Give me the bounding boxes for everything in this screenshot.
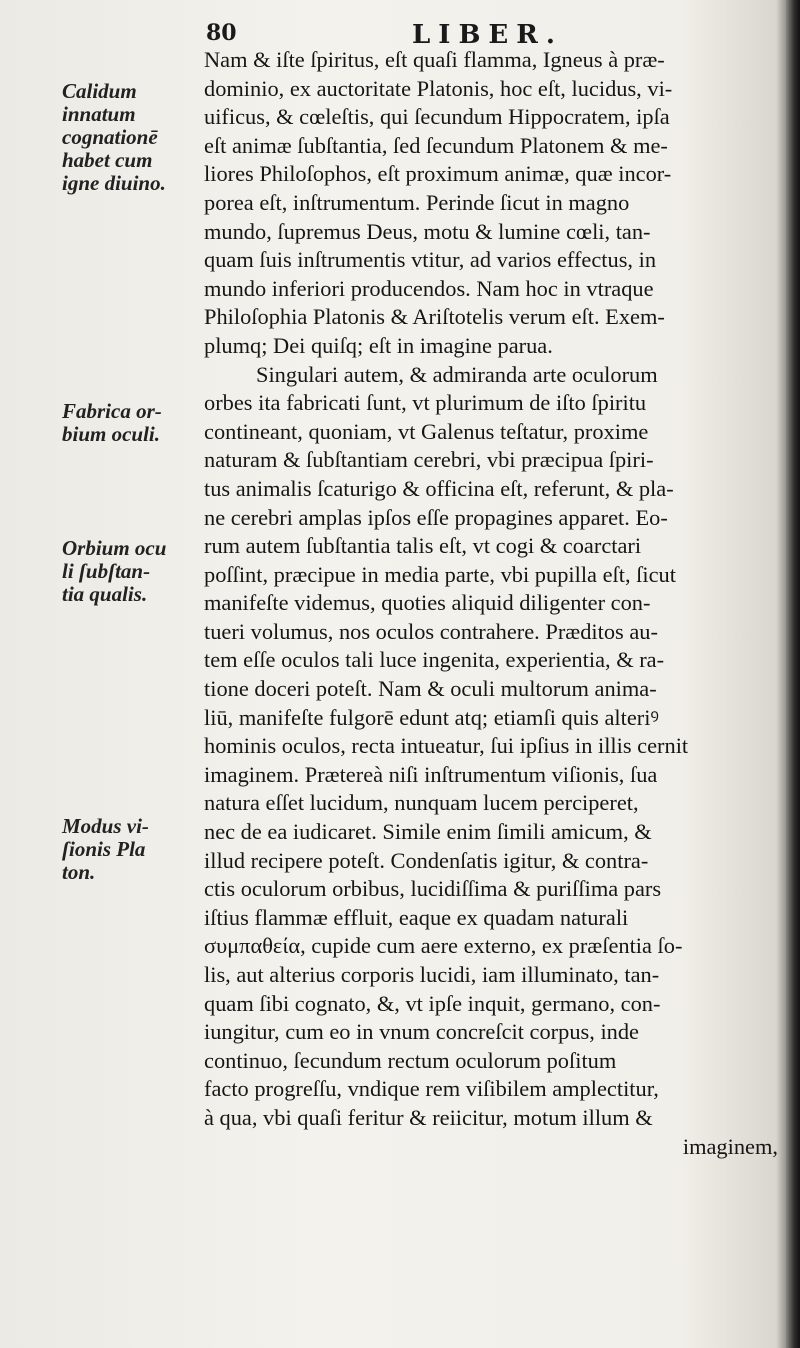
- margin-note-line: li ſubſtan-: [62, 559, 151, 583]
- margin-note-line: innatum: [62, 102, 136, 126]
- margin-note-fabrica: [62, 400, 202, 446]
- margin-note-line: ſionis Pla: [62, 837, 146, 861]
- page-number: 80: [206, 20, 237, 46]
- text-line: Philoſophia Platonis & Ariſtotelis verum eſt. Exem-: [204, 304, 665, 330]
- text-line: poſſint, præcipue in media parte, vbi pupilla eſt, ſicut: [204, 561, 676, 587]
- text-line: manifeſte videmus, quoties aliquid diligenter con-: [204, 590, 651, 616]
- margin-note-orbium: [62, 537, 202, 606]
- margin-note-line: bium oculi.: [62, 422, 161, 446]
- text-line: iſtius flammæ effluit, eaque ex quadam naturali: [204, 904, 629, 930]
- text-line: iungitur, cum eo in vnum concreſcit corpus, inde: [204, 1019, 639, 1045]
- text-line: natura eſſet lucidum, nunquam lucem perciperet,: [204, 790, 639, 816]
- margin-note-line: cognationē: [62, 125, 158, 149]
- text-line: à qua, vbi quaſi feritur & reiicitur, motum illum &: [204, 1104, 653, 1130]
- text-line: quam ſuis inſtrumentis vtitur, ad varios effectus, in: [204, 247, 657, 273]
- text-line: naturam & ſubſtantiam cerebri, vbi præcipua ſpiri-: [204, 447, 654, 473]
- text-line: orbes ita fabricati ſunt, vt plurimum de iſto ſpiritu: [204, 390, 647, 416]
- text-line: quam ſibi cognato, &, vt ipſe inquit, germano, con-: [204, 990, 661, 1016]
- text-line: liū, manifeſte fulgorē edunt atq; etiamſi quis alteriꝰ: [204, 704, 659, 730]
- text-line: eſt animæ ſubſtantia, ſed ſecundum Platonem & me-: [204, 132, 668, 158]
- margin-note-line: igne diuino.: [62, 171, 166, 195]
- text-line: mundo inferiori producendos. Nam hoc in vtraque: [204, 275, 654, 301]
- margin-note-line: Orbium ocu: [62, 536, 167, 560]
- margin-note-line: Calidum: [62, 79, 137, 103]
- text-line: ctis oculorum orbibus, lucidiſſima & puriſſima pars: [204, 876, 662, 902]
- margin-note-line: Modus vi-: [62, 814, 149, 838]
- text-line: ne cerebri amplas ipſos eſſe propagines apparet. Eo-: [204, 504, 668, 530]
- text-line: imaginem. Prætereà niſi inſtrumentum viſionis, ſua: [204, 761, 658, 787]
- text-line: tione doceri poteſt. Nam & oculi multorum anima-: [204, 676, 657, 702]
- margin-note-line: tia qualis.: [62, 582, 148, 606]
- text-line: mundo, ſupremus Deus, motu & lumine cœli, tan-: [204, 218, 651, 244]
- text-line: tueri volumus, nos oculos contrahere. Præditos au-: [204, 618, 658, 644]
- text-line: plumq; Dei quiſq; eſt in imagine parua.: [204, 332, 553, 358]
- margin-note-modus: [62, 815, 202, 884]
- text-line: rum autem ſubſtantia talis eſt, vt cogi & coarctari: [204, 533, 642, 559]
- text-line: facto progreſſu, vndique rem viſibilem amplectitur,: [204, 1076, 659, 1102]
- text-line: συμπαθεία, cupide cum aere externo, ex præſentia ſo-: [204, 933, 683, 959]
- text-line: hominis oculos, recta intueatur, ſui ipſius in illis cernit: [204, 733, 689, 759]
- text-line-catchword: imaginem,: [682, 1133, 778, 1159]
- margin-note-line: habet cum: [62, 148, 153, 172]
- text-line: continuo, ſecundum rectum oculorum poſitum: [204, 1047, 617, 1073]
- text-line: uificus, & cœleſtis, qui ſecundum Hippocratem, ipſa: [204, 104, 670, 130]
- text-line: illud recipere poteſt. Condenſatis igitur, & contra-: [204, 847, 649, 873]
- margin-note-line: Fabrica or-: [62, 399, 162, 423]
- text-line: lis, aut alterius corporis lucidi, iam illuminato, tan-: [204, 962, 660, 987]
- text-line: liores Philoſophos, eſt proximum animæ, quæ incor-: [204, 161, 672, 187]
- margin-note-calidum: [62, 80, 202, 195]
- margin-note-line: ton.: [62, 860, 96, 884]
- text-line: porea eſt, inſtrumentum. Perinde ſicut in magno: [204, 189, 630, 215]
- page-gutter-edge: [786, 0, 800, 1348]
- text-line: dominio, ex auctoritate Platonis, hoc eſt, lucidus, vi-: [204, 75, 673, 101]
- main-text-block: [204, 46, 788, 1161]
- text-line: tus animalis ſcaturigo & officina eſt, referunt, & pla-: [204, 475, 674, 501]
- text-line: nec de ea iudicaret. Simile enim ſimili amicum, &: [204, 819, 652, 845]
- text-line: tem eſſe oculos tali luce ingenita, experientia, & ra-: [204, 647, 665, 673]
- text-line: contineant, quoniam, vt Galenus teſtatur, proxime: [204, 418, 649, 444]
- running-title: LIBER.: [412, 20, 563, 50]
- text-line: Singulari autem, & admiranda arte oculorum: [256, 361, 658, 387]
- text-line: Nam & iſte ſpiritus, eſt quaſi flamma, Igneus à præ-: [204, 47, 665, 72]
